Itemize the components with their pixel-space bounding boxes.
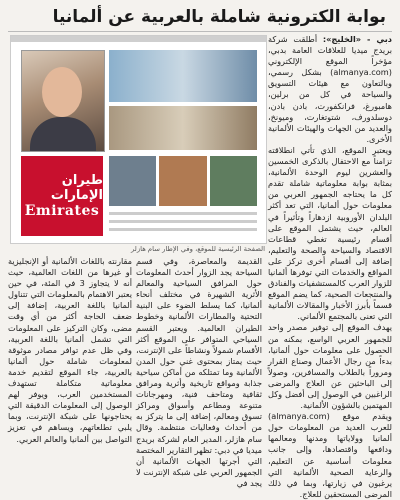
article-paragraph: ويعتبر الموقع، الذي تأتي انطلاقته تزامناً مع الاحتفال بالذكرى الخمسين والعشرين ليوم الوحدة الألمانية، بمثابة بوابة معلوماتية شاملة تقدم كل ما يحتاجه الجمهور العربي من معلومات حول ألمانيا، التي تعد أكثر البلدان الأوروبية ازدهاراً وتأثيراً في العالم، حيث يشتمل الموقع على أقسام رئيسية تغطي قطاعات الاقتصاد والسياحة والصحة والتعليم، إضافة إلى أقسام أخرى تركز على المواقع والخدمات التي توفرها ألمانيا للزوار العرب كالمستشفيات والفنادق والمنتجعات الصحية، كما يضم الموقع قسماً بأبرز الأخبار والمقالات الألمانية التي تعنى بالمجتمع الألماني. [268, 144, 392, 322]
article-dateline: دبي - «الخليج»: [322, 34, 392, 44]
article-paragraph: مقارنته باللغات الألمانية أو الإنجليزية أو غيرها من اللغات العالمية، حيث أنه لا يتجاوز 3 في المئة، في حين يعتبر الاهتمام بالمعلومات التي تتناول ألمانيا باللغة العربية، إضافة إلى ضعف الحاجة أكثر من أي وقت مضى، وكان التركيز على المعلومات التي تشمل ألمانيا باللغة العربية، وفي ظل عدم توافر مصادر موثوقة لمعلومات شاملة حول ألمانيا بالعربية، جاء الموقع لتقديم خدمة معلوماتية متكاملة تستهدف المستخدمين العرب، ويوفر لهم الوصول إلى المعلومات الدقيقة التي يحتاجونها على شبكة الإنترنت، وبما يلبي تطلعاتهم، ويساهم في تعزيز التواصل بين ألمانيا والعالم العربي. [8, 256, 132, 444]
portrait-face [42, 67, 82, 117]
image-caption: الصفحة الرئيسية للموقع، وفي الإطار سام هازلر [131, 245, 265, 253]
article-paragraph: ويقدم موقع (almanya.com) للعرب العديد من المعلومات حول ألمانيا وولاياتها ومدنها ومعالمها ودافعها واقتصادها، وإلى جانب معلومات أساسية عن التعليم، والرعاية الصحية الألمانية التي يرغبون في زيارتها، وبما في ذلك المرضى المستحقين للعلاج. [268, 411, 392, 499]
article-paragraph: يهدف الموقع إلى توفير مصدر واحد للجمهور العربي الواسع، بمكنه من الحصول على معلومات حول ألمانيا، بدءاً من رجال الأعمال وصناع القرار ومروراً بالطلاب والمسافرين، وصولاً إلى الباحثين عن العلاج والمرضى الراغبين في الوصول إلى أفضل وكل المهتمين بالشؤون الألمانية. [268, 322, 392, 411]
website-screenshot [10, 35, 267, 244]
thumbnail-image [159, 156, 206, 206]
browser-bar [11, 36, 266, 42]
thumbnail-row [109, 156, 257, 206]
portrait-photo [21, 50, 105, 152]
city-banner-image [109, 50, 257, 102]
headline-divider [8, 31, 392, 32]
article-column-right [268, 34, 392, 499]
text-line [109, 228, 257, 231]
article-headline: بوابة الكترونية شاملة بالعربية عن ألمانيا [52, 7, 386, 27]
page-text-lines [109, 212, 257, 236]
paragraph-text: أطلقت شركة بريدج ميديا للعلاقات العامة بدبي، مؤخراً الموقع الإلكتروني (almanya.com) بشكل رسمي، وبالتعاون مع هيئات التسويق والسياحة في كل من برلين، هامبورغ، فرانكفورت، بادن بادن، دوسلدورف، شتوتغارت، وميونخ، والعديد من الجهات والهيئات الألمانية الأخرى. [268, 34, 392, 144]
text-line [109, 212, 257, 215]
thumbnail-image [210, 156, 257, 206]
text-line [109, 220, 257, 223]
thumbnail-image [109, 156, 156, 206]
portrait-shoulders [30, 117, 96, 151]
article-paragraph [268, 34, 392, 145]
article-paragraph: القديمة والمعاصرة، وفي قسم السياحة يجد الزوار أحدث المعلومات حول المرافق السياحية والمعالم الأثرية الشهيرة في مختلف أنحاء ألمانيا، كما يسلط الضوء على البنية التحتية والمطارات الألمانية وخطوط الطيران العالمية. ويعتبر القسم السياحي المتوافر على الموقع أكثر الأقسام شمولاً ونشاطاً على الإنترنت، حيث يمتاز بمحتوى غني حول المدن الألمانية وما تمتلكه من أماكن سياحية جذابة ومواقع تاريخية وأثرية ومرافق ثقافية ومتاحف فنية، ومهرجانات متنوعة ومطاعم وأسواق ومراكز تسوق ومعالم، إضافة إلى ما يتركز به من أحداث وفعاليات منتظمة. وقال سام هازلر، المدير العام لشركة بريدج ميديا في دبي: تظهر التقارير المختصة التي أجرتها الجهات الألمانية أن الجمهور العربي على شبكة الإنترنت لا يجد في [136, 256, 262, 488]
emirates-logo-ad [21, 156, 103, 236]
emirates-logo-arabic: طيران الإمارات [50, 173, 103, 203]
emirates-logo-english: Emirates [24, 203, 100, 219]
landmark-banner-image [109, 106, 257, 150]
article-column-left [8, 256, 132, 444]
article-column-middle [136, 256, 262, 488]
